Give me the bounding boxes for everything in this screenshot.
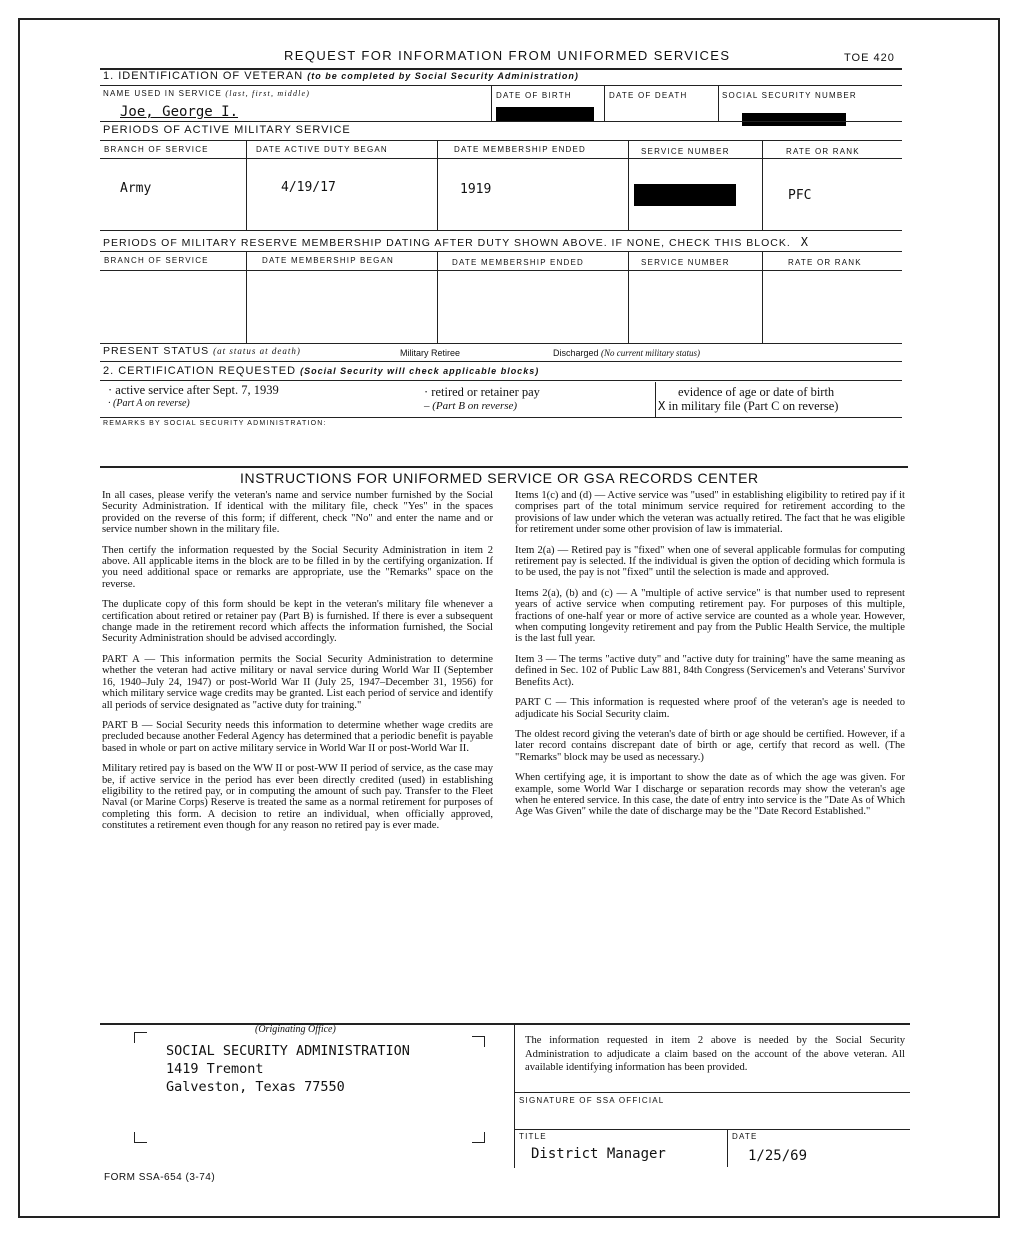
form-number: FORM SSA-654 (3-74) <box>104 1172 216 1183</box>
veteran-name: Joe, George I. <box>120 104 239 120</box>
section1-heading: 1. IDENTIFICATION OF VETERAN (to be completed by Social Security Administration) <box>103 70 579 82</box>
form-title: REQUEST FOR INFORMATION FROM UNIFORMED SERVICES <box>284 48 731 63</box>
status-discharged: Discharged (No current military status) <box>553 348 700 358</box>
active-rank: PFC <box>788 188 812 203</box>
dod-label: DATE OF DEATH <box>609 91 688 100</box>
present-status: PRESENT STATUS (at status at death) <box>103 345 301 357</box>
col-ended: DATE MEMBERSHIP ENDED <box>454 145 587 154</box>
res-col-branch: BRANCH OF SERVICE <box>104 256 209 265</box>
cert-option-active-service: · active service after Sept. 7, 1939 · (Part A on reverse) <box>108 383 279 409</box>
instruction-paragraph: Items 2(a), (b) and (c) — A "multiple of active service" is that number used to represent years of active service when computing retirement pay. For purposes of this multiple, fractions of one-half year or more of active service are counted as a whole year. However, when computing longevity retirement and pay from the Public Health Service, the multiple is the last full year. <box>515 587 905 645</box>
ssn-label: SOCIAL SECURITY NUMBER <box>722 91 857 100</box>
col-rank: RATE OR RANK <box>786 147 860 156</box>
col-began: DATE ACTIVE DUTY BEGAN <box>256 145 388 154</box>
instruction-paragraph: PART B — Social Security needs this information to determine whether wage credits are precluded because another Federal Agency has determined that a periodic benefit is payable based in whole or part on active military service in World War II or post-World War II. <box>102 719 493 754</box>
res-col-rank: RATE OR RANK <box>788 258 862 267</box>
address-corner-bottom-right <box>472 1132 485 1143</box>
section2-heading: 2. CERTIFICATION REQUESTED (Social Security will check applicable blocks) <box>103 365 540 377</box>
signature-label: SIGNATURE OF SSA OFFICIAL <box>519 1096 665 1105</box>
status-retiree: Military Retiree <box>400 348 461 358</box>
redacted-service-number <box>634 184 736 206</box>
col-branch: BRANCH OF SERVICE <box>104 145 209 154</box>
res-col-began: DATE MEMBERSHIP BEGAN <box>262 256 395 265</box>
instruction-paragraph: The duplicate copy of this form should be kept in the veteran's military file whenever a certification about retired or retainer pay (Part B) is furnished. If there is ever a subsequent change made in the retirement record which affects the information furnished, the Social Security Administration should be advised accordingly. <box>102 599 493 645</box>
redacted-date-of-birth <box>496 107 594 121</box>
instruction-paragraph: Items 1(c) and (d) — Active service was "used" in establishing eligibility to retired pay if it comprises part of the total minimum service required for retirement according to the provisions of law under which the veteran was actually retired. The fact that he was eligible for retirement under some other provision of law is immaterial. <box>515 490 905 536</box>
instruction-paragraph: Item 3 — The terms "active duty" and "active duty for training" have the same meaning as defined in Sec. 102 of Public Law 881, 84th Congress (Servicemen's and Veterans' Survivor Benefits Act). <box>515 653 905 688</box>
reserve-none-check: X <box>800 235 809 249</box>
instruction-paragraph: When certifying age, it is important to show the date as of which the age was given. For example, some World War I discharge or separation records may show the veteran's age when he entered service. In this case, the date of entry into service is the "Date As of Which Age Was Given" while the date of discharge may be the "Date Record Established." <box>515 772 905 818</box>
instruction-paragraph: PART A — This information permits the Social Security Administration to determine whether the veteran had active military or naval service during World War II (September 16, 1940–July 24, 1947) or post-World War II (July 25, 1947–December 31, 1956) for which military service wage credits may be granted. List each period of service and identify all periods of service designated as "active duty for training." <box>102 653 493 711</box>
active-began: 4/19/17 <box>281 180 336 195</box>
dob-label: DATE OF BIRTH <box>496 91 572 100</box>
instruction-paragraph: In all cases, please verify the veteran's name and service number furnished by the Social Security Administration. If identical with the military file, check "Yes" in the spaces provided on the reverse of this form; if different, check "No" and enter the name and or service number shown in the military file. <box>102 490 493 536</box>
name-label: NAME USED IN SERVICE (last, first, middle) <box>103 89 311 98</box>
res-col-ended: DATE MEMBERSHIP ENDED <box>452 258 585 267</box>
active-service-heading: PERIODS OF ACTIVE MILITARY SERVICE <box>103 124 351 136</box>
address-corner-top-right <box>472 1036 485 1047</box>
signature-date: 1/25/69 <box>748 1148 808 1164</box>
originating-office-label: (Originating Office) <box>255 1024 336 1035</box>
cert-option-age-evidence: evidence of age or date of birth X in military file (Part C on reverse) <box>658 385 839 413</box>
redacted-ssn <box>742 113 846 126</box>
active-branch: Army <box>120 181 152 196</box>
active-ended: 1919 <box>460 182 492 197</box>
instruction-paragraph: PART C — This information is requested where proof of the veteran's age is needed to adjudicate his Social Security claim. <box>515 697 905 720</box>
reserve-heading: PERIODS OF MILITARY RESERVE MEMBERSHIP DATING AFTER DUTY SHOWN ABOVE. IF NONE, CHECK THIS BLOCK. X <box>103 235 809 249</box>
instruction-paragraph: Item 2(a) — Retired pay is "fixed" when one of several applicable formulas for computing retirement pay is selected. If the individual is given the option of deciding which formula is to be used, the pay is not "fixed" until the selection is made and approved. <box>515 544 905 579</box>
instructions-right-column <box>515 490 905 827</box>
instruction-paragraph: Military retired pay is based on the WW II or post-WW II period of service, as the case may be, if active service in the period has ever been directly credited (used) in establishing eligibility to the retired pay, or in computing the amount of such pay. Transfer to the Fleet Naval (or Marine Corps) Reserve is treated the same as a normal retirement for purposes of completing this form. A decision to retire an individual, when officially approved, constitutes a retirement even though for any reason no retired pay is ever made. <box>102 763 493 832</box>
col-service-number: SERVICE NUMBER <box>641 147 730 156</box>
age-evidence-check: X <box>658 399 666 413</box>
instruction-paragraph: Then certify the information requested by the Social Security Administration in item 2 above. All applicable items in the block are to be filled in by the certifying organization. If you need additional space or remarks are appropriate, use the "Remarks" space on the reverse. <box>102 544 493 590</box>
official-title: District Manager <box>531 1146 666 1162</box>
form-code: TOE 420 <box>844 52 895 64</box>
instruction-paragraph: The oldest record giving the veteran's date of birth or age should be certified. However, if a later record contains discrepant date of birth or age, certify that record as well. (The "Remarks" block may be used as necessary.) <box>515 728 905 763</box>
instructions-left-column <box>102 490 493 841</box>
ssa-request-note: The information requested in item 2 above is needed by the Social Security Administration to adjudicate a claim based on the account of the above veteran. All available identifying information has been provided. <box>525 1035 905 1073</box>
title-label: TITLE <box>519 1132 547 1141</box>
date-label: DATE <box>732 1132 758 1141</box>
address-corner-bottom-left <box>134 1132 147 1143</box>
originating-address: SOCIAL SECURITY ADMINISTRATION 1419 Tremont Galveston, Texas 77550 <box>166 1043 410 1095</box>
instructions-title: INSTRUCTIONS FOR UNIFORMED SERVICE OR GSA RECORDS CENTER <box>240 470 759 486</box>
res-col-service-number: SERVICE NUMBER <box>641 258 730 267</box>
address-corner-top-left <box>134 1032 147 1043</box>
cert-option-retired-pay: · retired or retainer pay – (Part B on reverse) <box>424 385 540 412</box>
remarks-label: REMARKS BY SOCIAL SECURITY ADMINISTRATION: <box>103 420 327 427</box>
